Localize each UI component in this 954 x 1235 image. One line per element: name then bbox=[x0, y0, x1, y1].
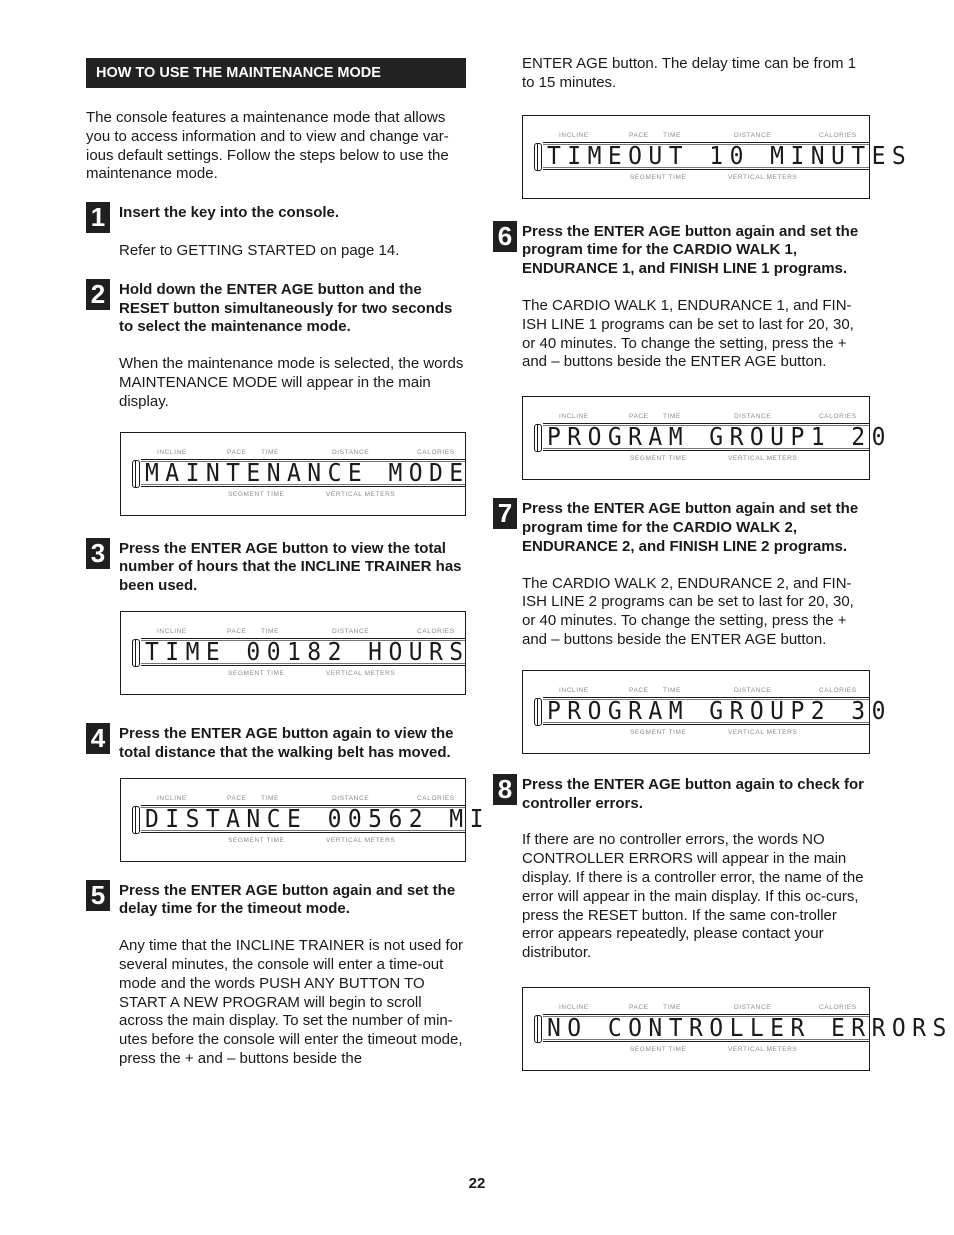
step-1 bbox=[86, 204, 466, 261]
lcd-label-calories: CALORIES bbox=[417, 794, 455, 802]
lcd-main-text: TIMEOUT 10 MINUTES bbox=[547, 140, 913, 170]
lcd-label-distance: DISTANCE bbox=[332, 627, 370, 635]
lcd-bracket-inner bbox=[537, 424, 538, 452]
step-title: Press the ENTER AGE button to view the total number of hours that the INCLINE TRAINER has been used. bbox=[119, 539, 462, 595]
lcd-label-calories: CALORIES bbox=[417, 627, 455, 635]
step-body: If there are no controller errors, the words NO CONTROLLER ERRORS will appear in the main display. If there is a controller error, the name of the error will appear in the main display. If this oc-curs, press the RESET button. If the same con-troller error appears repeatedly, please contact your distributor. bbox=[522, 831, 864, 962]
step-body: The CARDIO WALK 2, ENDURANCE 2, and FIN-ISH LINE 2 programs can be set to last for 20, 30, or 40 minutes. To change the setting, press the + and – buttons beside the ENTER AGE button. bbox=[522, 574, 854, 648]
lcd-label-calories: CALORIES bbox=[417, 448, 455, 456]
lcd-label-pace: PACE bbox=[629, 413, 649, 421]
step-body: Any time that the INCLINE TRAINER is not used for several minutes, the console will enter a time-out mode and the words PUSH ANY BUTTON TO START A NEW PROGRAM will begin to scroll across the main display. To set the number of min-utes before the console will enter the timeout mode, press the + and – buttons beside the bbox=[119, 937, 464, 1067]
lcd-label-time: TIME bbox=[261, 627, 279, 635]
lcd-bracket bbox=[534, 698, 542, 726]
step-number: 7 bbox=[493, 498, 517, 529]
step-title: Insert the key into the console. bbox=[119, 204, 340, 222]
lcd-label-incline: INCLINE bbox=[559, 686, 589, 694]
lcd-bottom-labels bbox=[559, 174, 869, 184]
lcd-label-distance: DISTANCE bbox=[332, 448, 370, 456]
lcd-label-segment-time: SEGMENT TIME bbox=[630, 173, 687, 181]
step-number: 5 bbox=[86, 880, 110, 911]
lcd-bottom-labels bbox=[157, 837, 465, 847]
lcd-bottom-labels bbox=[559, 1046, 869, 1056]
lcd-bracket-inner bbox=[135, 460, 136, 488]
lcd-label-incline: INCLINE bbox=[157, 794, 187, 802]
lcd-label-pace: PACE bbox=[629, 686, 649, 694]
step-6 bbox=[497, 220, 870, 373]
step-title: Hold down the ENTER AGE button and the RESET button simultaneously for two seconds to select the maintenance mode. bbox=[119, 280, 453, 336]
lcd-bracket bbox=[132, 460, 140, 488]
lcd-main-text: PROGRAM GROUP2 30 bbox=[547, 695, 892, 725]
lcd-label-pace: PACE bbox=[629, 131, 649, 139]
lcd-label-pace: PACE bbox=[227, 448, 247, 456]
intro-paragraph: The console features a maintenance mode that allows you to access information and to view and change var-ious default settings. Follow the steps below to use the maintenance mode. bbox=[86, 109, 449, 183]
lcd-label-distance: DISTANCE bbox=[734, 1003, 772, 1011]
lcd-label-incline: INCLINE bbox=[559, 131, 589, 139]
lcd-label-vertical-meters: VERTICAL METERS bbox=[326, 669, 396, 677]
lcd-bottom-labels bbox=[559, 455, 869, 465]
step-5 bbox=[86, 879, 466, 1069]
console-display bbox=[522, 670, 892, 754]
lcd-bracket-inner bbox=[537, 698, 538, 726]
lcd-label-incline: INCLINE bbox=[157, 627, 187, 635]
step-4 bbox=[86, 722, 466, 763]
step-body: Refer to GETTING STARTED on page 14. bbox=[119, 241, 400, 259]
lcd-bottom-labels bbox=[157, 670, 465, 680]
lcd-bracket-inner bbox=[135, 639, 136, 667]
step-number: 1 bbox=[86, 202, 110, 233]
console-display bbox=[522, 115, 913, 199]
lcd-main-text: PROGRAM GROUP1 20 bbox=[547, 422, 892, 452]
lcd-label-vertical-meters: VERTICAL METERS bbox=[728, 728, 798, 736]
lcd-label-distance: DISTANCE bbox=[734, 413, 772, 421]
lcd-label-time: TIME bbox=[261, 448, 279, 456]
lcd-bracket-inner bbox=[135, 806, 136, 834]
lcd-label-pace: PACE bbox=[629, 1003, 649, 1011]
section-header: HOW TO USE THE MAINTENANCE MODE bbox=[86, 58, 466, 88]
lcd-bracket-inner bbox=[537, 143, 538, 171]
step-body: The CARDIO WALK 1, ENDURANCE 1, and FIN-ISH LINE 1 programs can be set to last for 20, 30, or 40 minutes. To change the setting, press the + and – buttons beside the ENTER AGE button. bbox=[522, 296, 854, 371]
lcd-label-calories: CALORIES bbox=[819, 1003, 857, 1011]
lcd-bracket bbox=[132, 639, 140, 667]
step-8 bbox=[497, 773, 870, 963]
step-7 bbox=[497, 498, 870, 650]
step-2 bbox=[86, 278, 466, 412]
lcd-label-vertical-meters: VERTICAL METERS bbox=[728, 173, 798, 181]
console-display bbox=[120, 432, 470, 516]
lcd-label-pace: PACE bbox=[227, 794, 247, 802]
lcd-main-text: MAINTENANCE MODE bbox=[145, 457, 470, 487]
step-number: 3 bbox=[86, 538, 110, 569]
console-display bbox=[120, 611, 470, 695]
lcd-bottom-labels bbox=[157, 491, 465, 501]
lcd-label-incline: INCLINE bbox=[157, 448, 187, 456]
lcd-label-time: TIME bbox=[663, 413, 681, 421]
lcd-bracket bbox=[534, 143, 542, 171]
lcd-label-vertical-meters: VERTICAL METERS bbox=[728, 455, 798, 463]
lcd-label-distance: DISTANCE bbox=[734, 686, 772, 694]
step-body: When the maintenance mode is selected, the words MAINTENANCE MODE will appear in the main display. bbox=[119, 355, 464, 410]
lcd-label-incline: INCLINE bbox=[559, 413, 589, 421]
step-number: 2 bbox=[86, 279, 110, 310]
step-number: 4 bbox=[86, 723, 110, 754]
lcd-label-incline: INCLINE bbox=[559, 1003, 589, 1011]
console-display bbox=[522, 987, 953, 1071]
lcd-label-segment-time: SEGMENT TIME bbox=[630, 455, 687, 463]
page-number: 22 bbox=[468, 1175, 486, 1192]
lcd-label-calories: CALORIES bbox=[819, 686, 857, 694]
lcd-label-time: TIME bbox=[663, 1003, 681, 1011]
console-display bbox=[120, 778, 490, 862]
step-3 bbox=[86, 537, 466, 596]
lcd-label-time: TIME bbox=[663, 686, 681, 694]
left-column bbox=[86, 58, 490, 1069]
lcd-label-vertical-meters: VERTICAL METERS bbox=[326, 836, 396, 844]
lcd-main-text: DISTANCE 00562 MI bbox=[145, 803, 490, 833]
lcd-label-vertical-meters: VERTICAL METERS bbox=[728, 1045, 798, 1053]
lcd-bracket-inner bbox=[537, 1015, 538, 1043]
lcd-label-segment-time: SEGMENT TIME bbox=[630, 728, 687, 736]
lcd-main-text: TIME 00182 HOURS bbox=[145, 636, 470, 666]
step-title: Press the ENTER AGE button again and set the delay time for the timeout mode. bbox=[119, 881, 456, 918]
lcd-bracket bbox=[132, 806, 140, 834]
step-title: Press the ENTER AGE button again to view the total distance that the walking belt has moved. bbox=[119, 724, 454, 761]
lcd-label-vertical-meters: VERTICAL METERS bbox=[326, 490, 396, 498]
step-number: 6 bbox=[493, 221, 517, 252]
lcd-bottom-labels bbox=[559, 729, 869, 739]
lcd-label-segment-time: SEGMENT TIME bbox=[630, 1045, 687, 1053]
lcd-label-segment-time: SEGMENT TIME bbox=[228, 669, 285, 677]
step-title: Press the ENTER AGE button again to check for controller errors. bbox=[522, 775, 864, 812]
step-5-body-continued: ENTER AGE button. The delay time can be from 1 to 15 minutes. bbox=[522, 55, 857, 91]
lcd-label-calories: CALORIES bbox=[819, 413, 857, 421]
step-number: 8 bbox=[493, 774, 517, 805]
lcd-label-distance: DISTANCE bbox=[734, 131, 772, 139]
step-title: Press the ENTER AGE button again and set the program time for the CARDIO WALK 1, ENDURANCE 1, and FINISH LINE 1 programs. bbox=[522, 222, 859, 278]
lcd-label-time: TIME bbox=[261, 794, 279, 802]
lcd-bracket bbox=[534, 1015, 542, 1043]
lcd-label-calories: CALORIES bbox=[819, 131, 857, 139]
lcd-main-text: NO CONTROLLER ERRORS bbox=[547, 1012, 953, 1042]
lcd-label-distance: DISTANCE bbox=[332, 794, 370, 802]
right-column bbox=[497, 55, 953, 1071]
lcd-label-segment-time: SEGMENT TIME bbox=[228, 490, 285, 498]
lcd-label-pace: PACE bbox=[227, 627, 247, 635]
lcd-label-segment-time: SEGMENT TIME bbox=[228, 836, 285, 844]
step-title: Press the ENTER AGE button again and set the program time for the CARDIO WALK 2, ENDURANCE 2, and FINISH LINE 2 programs. bbox=[522, 500, 859, 555]
lcd-label-time: TIME bbox=[663, 131, 681, 139]
lcd-bracket bbox=[534, 424, 542, 452]
console-display bbox=[522, 396, 892, 480]
